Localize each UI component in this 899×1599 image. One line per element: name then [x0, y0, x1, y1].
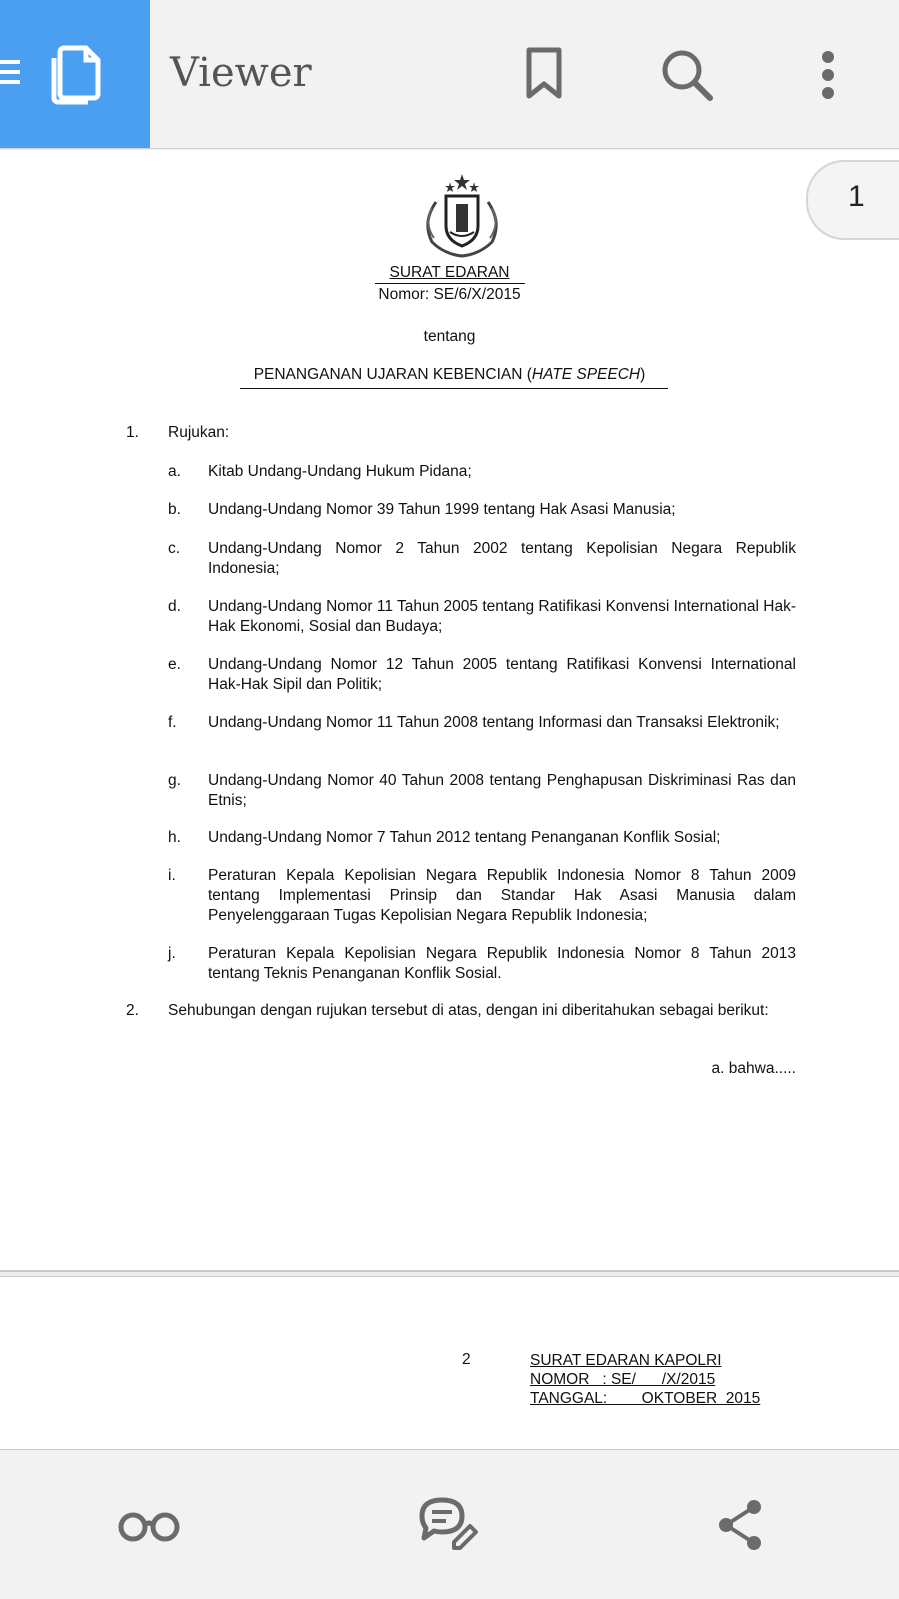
reference-label: f. — [168, 714, 177, 731]
comment-edit-icon[interactable] — [418, 1496, 480, 1552]
menu-icon — [0, 58, 26, 88]
reference-text: Undang-Undang Nomor 11 Tahun 2008 tentang Informasi dan Transaksi Elektronik; — [208, 714, 780, 731]
footer-line-3: TANGGAL: OKTOBER 2015 — [530, 1390, 761, 1407]
share-icon[interactable] — [716, 1498, 764, 1552]
reference-text: Kitab Undang-Undang Hukum Pidana; — [208, 463, 472, 480]
reference-item-e — [168, 655, 796, 695]
bookmark-icon[interactable] — [524, 46, 564, 102]
item-text: Sehubungan dengan rujukan tersebut di atas, dengan ini diberitahukan sebagai berikut: — [168, 1002, 769, 1019]
item-number: 2. — [126, 1002, 139, 1019]
footer-block — [530, 1351, 760, 1408]
reference-text: Undang-Undang Nomor 12 Tahun 2005 tentang Ratifikasi Konvensi International Hak-Hak Sipil dan Politik; — [208, 656, 796, 693]
reference-item-c — [168, 539, 796, 579]
page-indicator[interactable] — [806, 160, 899, 240]
title-text: SURAT EDARAN — [389, 264, 510, 281]
documents-icon — [48, 44, 104, 106]
subject-text: PENANGANAN UJARAN KEBENCIAN ( — [253, 366, 532, 383]
menu-button[interactable] — [0, 0, 150, 148]
reference-text: Undang-Undang Nomor 11 Tahun 2005 tentang Ratifikasi Konvensi International Hak-Hak Ekonomi, Sosial dan Budaya; — [208, 598, 796, 635]
reference-label: a. — [168, 463, 181, 480]
reference-text: Undang-Undang Nomor 2 Tahun 2002 tentang Kepolisian Negara Republik Indonesia; — [208, 540, 796, 577]
reference-item-g — [168, 771, 796, 811]
reference-item-a — [168, 462, 796, 482]
continuation-text: a. bahwa..... — [711, 1060, 796, 1077]
reference-label: e. — [168, 656, 181, 673]
reference-item-d — [168, 597, 796, 637]
footer-line-1: SURAT EDARAN KAPOLRI — [530, 1352, 722, 1369]
reference-item-b — [168, 500, 796, 520]
subject-italic: HATE SPEECH — [531, 366, 641, 383]
reading-glasses-icon[interactable] — [118, 1508, 180, 1542]
reference-label: c. — [168, 540, 181, 557]
search-icon[interactable] — [660, 48, 716, 104]
document-title — [0, 264, 899, 282]
police-emblem-icon — [416, 172, 508, 258]
list-item-2 — [126, 1001, 796, 1021]
reference-label: b. — [168, 501, 181, 518]
reference-text: Peraturan Kepala Kepolisian Negara Republik Indonesia Nomor 8 Tahun 2009 tentang Implementasi Prinsip dan Standar Hak Asasi Manusia dalam Penyelenggaraan Tugas Kepolisian Negara Republik Indonesia; — [208, 867, 796, 924]
more-vert-icon[interactable] — [820, 50, 836, 100]
reference-text: Peraturan Kepala Kepolisian Negara Republik Indonesia Nomor 8 Tahun 2013 tentang Teknis Penanganan Konflik Sosial. — [208, 945, 796, 982]
app-title: Viewer — [170, 50, 312, 96]
top-app-bar — [0, 0, 899, 149]
reference-text: Undang-Undang Nomor 39 Tahun 1999 tentang Hak Asasi Manusia; — [208, 501, 676, 518]
page-indicator-number: 1 — [848, 180, 865, 213]
document-number: Nomor: SE/6/X/2015 — [378, 286, 521, 303]
reference-label: i. — [168, 867, 176, 884]
subject-close: ) — [640, 366, 646, 383]
list-item-1 — [126, 423, 796, 443]
page-number: 2 — [462, 1351, 471, 1368]
reference-label: j. — [168, 945, 176, 962]
document-subject — [0, 366, 899, 384]
reference-item-f — [168, 713, 796, 733]
reference-item-j — [168, 944, 796, 984]
document-tentang: tentang — [423, 328, 476, 345]
item-text: Rujukan: — [168, 424, 230, 441]
reference-label: d. — [168, 598, 181, 615]
reference-text: Undang-Undang Nomor 40 Tahun 2008 tentang Penghapusan Diskriminasi Ras dan Etnis; — [208, 772, 796, 809]
item-number: 1. — [126, 424, 139, 441]
document-page-2[interactable] — [0, 1276, 899, 1450]
reference-label: h. — [168, 829, 181, 846]
reference-item-h — [168, 828, 796, 848]
document-page-1[interactable] — [0, 150, 899, 1272]
footer-line-2: NOMOR : SE/ /X/2015 — [530, 1371, 716, 1388]
reference-text: Undang-Undang Nomor 7 Tahun 2012 tentang Penanganan Konflik Sosial; — [208, 829, 721, 846]
reference-label: g. — [168, 772, 181, 789]
reference-item-i — [168, 866, 796, 926]
